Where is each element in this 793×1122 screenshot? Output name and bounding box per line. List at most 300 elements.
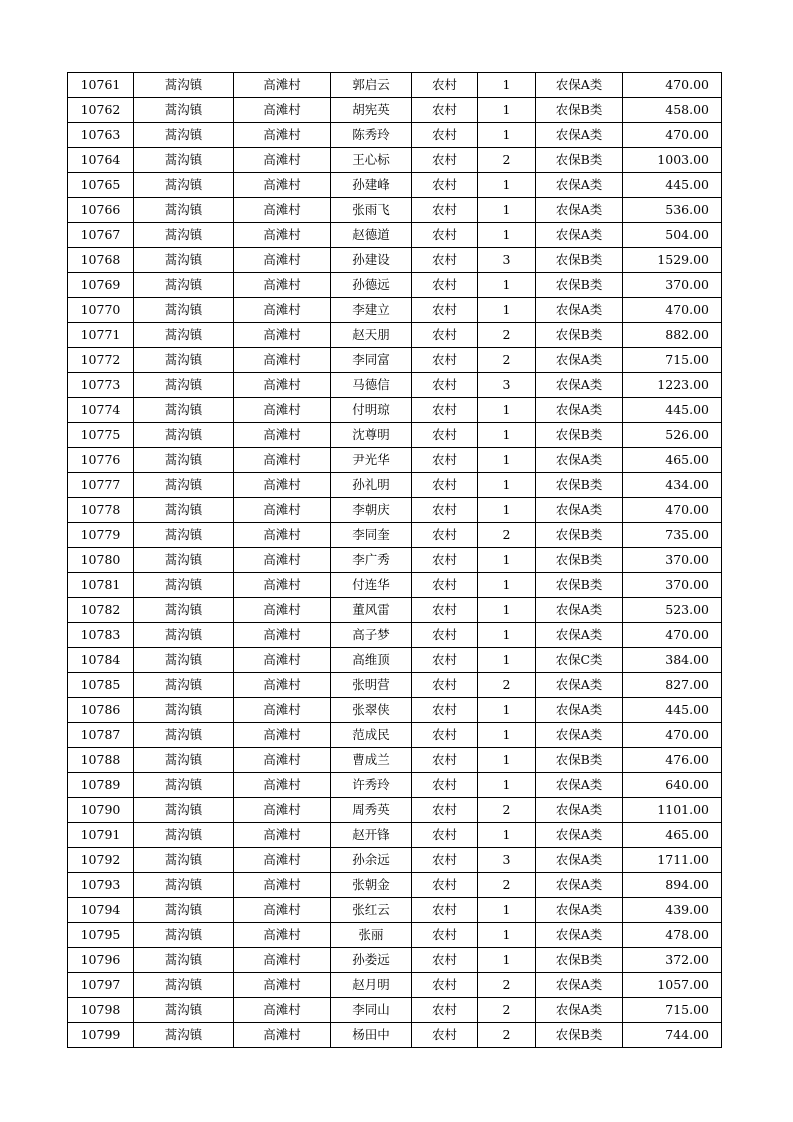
cell-village: 高滩村 [234,973,331,998]
cell-area: 农村 [412,848,478,873]
cell-village: 高滩村 [234,98,331,123]
cell-name: 赵开锋 [331,823,412,848]
cell-area: 农村 [412,498,478,523]
cell-town: 蒿沟镇 [134,373,234,398]
cell-town: 蒿沟镇 [134,98,234,123]
cell-count: 3 [478,848,536,873]
cell-name: 马德信 [331,373,412,398]
cell-town: 蒿沟镇 [134,323,234,348]
cell-category: 农保A类 [536,623,623,648]
cell-area: 农村 [412,473,478,498]
cell-area: 农村 [412,373,478,398]
cell-name: 张明营 [331,673,412,698]
cell-amount: 735.00 [623,523,722,548]
cell-count: 1 [478,748,536,773]
cell-amount: 465.00 [623,448,722,473]
cell-category: 农保B类 [536,948,623,973]
table-row [68,773,722,798]
cell-id: 10775 [68,423,134,448]
cell-amount: 1057.00 [623,973,722,998]
table-row [68,273,722,298]
cell-id: 10791 [68,823,134,848]
table-row [68,973,722,998]
cell-village: 高滩村 [234,198,331,223]
cell-id: 10770 [68,298,134,323]
cell-name: 孙余远 [331,848,412,873]
cell-category: 农保B类 [536,1023,623,1048]
cell-village: 高滩村 [234,548,331,573]
cell-amount: 523.00 [623,598,722,623]
cell-area: 农村 [412,98,478,123]
table-row [68,648,722,673]
cell-area: 农村 [412,223,478,248]
cell-amount: 478.00 [623,923,722,948]
cell-id: 10764 [68,148,134,173]
table-row [68,823,722,848]
cell-village: 高滩村 [234,73,331,98]
cell-town: 蒿沟镇 [134,198,234,223]
cell-name: 孙德远 [331,273,412,298]
cell-village: 高滩村 [234,648,331,673]
cell-town: 蒿沟镇 [134,998,234,1023]
cell-id: 10772 [68,348,134,373]
cell-category: 农保A类 [536,798,623,823]
cell-id: 10794 [68,898,134,923]
cell-name: 李同山 [331,998,412,1023]
cell-name: 赵天朋 [331,323,412,348]
cell-count: 3 [478,373,536,398]
cell-amount: 370.00 [623,548,722,573]
cell-id: 10783 [68,623,134,648]
table-row [68,548,722,573]
cell-village: 高滩村 [234,323,331,348]
table-row [68,148,722,173]
cell-town: 蒿沟镇 [134,798,234,823]
cell-count: 1 [478,823,536,848]
cell-village: 高滩村 [234,348,331,373]
cell-count: 2 [478,348,536,373]
cell-village: 高滩村 [234,498,331,523]
cell-id: 10787 [68,723,134,748]
cell-count: 2 [478,1023,536,1048]
table-row [68,998,722,1023]
cell-id: 10797 [68,973,134,998]
table-row [68,373,722,398]
cell-amount: 894.00 [623,873,722,898]
cell-name: 董风雷 [331,598,412,623]
cell-town: 蒿沟镇 [134,123,234,148]
cell-amount: 476.00 [623,748,722,773]
cell-category: 农保A类 [536,923,623,948]
cell-name: 李广秀 [331,548,412,573]
cell-town: 蒿沟镇 [134,273,234,298]
cell-category: 农保B类 [536,748,623,773]
cell-category: 农保A类 [536,973,623,998]
cell-area: 农村 [412,448,478,473]
cell-area: 农村 [412,598,478,623]
cell-village: 高滩村 [234,773,331,798]
cell-name: 付明琼 [331,398,412,423]
cell-count: 1 [478,473,536,498]
cell-village: 高滩村 [234,373,331,398]
cell-town: 蒿沟镇 [134,773,234,798]
cell-category: 农保A类 [536,848,623,873]
table-row [68,623,722,648]
cell-id: 10786 [68,698,134,723]
cell-town: 蒿沟镇 [134,673,234,698]
cell-category: 农保B类 [536,273,623,298]
cell-area: 农村 [412,523,478,548]
cell-amount: 882.00 [623,323,722,348]
cell-area: 农村 [412,998,478,1023]
table-row [68,898,722,923]
cell-category: 农保A类 [536,773,623,798]
cell-id: 10774 [68,398,134,423]
cell-village: 高滩村 [234,398,331,423]
table-row [68,448,722,473]
cell-amount: 1003.00 [623,148,722,173]
table-row [68,423,722,448]
cell-village: 高滩村 [234,698,331,723]
cell-name: 孙建峰 [331,173,412,198]
cell-category: 农保A类 [536,173,623,198]
cell-category: 农保A类 [536,673,623,698]
cell-village: 高滩村 [234,223,331,248]
cell-category: 农保A类 [536,873,623,898]
cell-category: 农保A类 [536,298,623,323]
cell-count: 1 [478,298,536,323]
cell-count: 2 [478,798,536,823]
cell-area: 农村 [412,973,478,998]
table-row [68,73,722,98]
cell-count: 1 [478,623,536,648]
cell-count: 1 [478,648,536,673]
cell-id: 10793 [68,873,134,898]
cell-area: 农村 [412,348,478,373]
cell-count: 1 [478,573,536,598]
cell-amount: 445.00 [623,698,722,723]
cell-name: 付连华 [331,573,412,598]
cell-name: 沈尊明 [331,423,412,448]
table-row [68,323,722,348]
table-row [68,298,722,323]
table-row [68,223,722,248]
cell-village: 高滩村 [234,923,331,948]
cell-village: 高滩村 [234,898,331,923]
table-row [68,248,722,273]
cell-town: 蒿沟镇 [134,523,234,548]
cell-area: 农村 [412,623,478,648]
cell-town: 蒿沟镇 [134,248,234,273]
cell-id: 10765 [68,173,134,198]
cell-category: 农保A类 [536,123,623,148]
cell-name: 王心标 [331,148,412,173]
cell-amount: 458.00 [623,98,722,123]
cell-category: 农保A类 [536,998,623,1023]
table-row [68,948,722,973]
cell-category: 农保A类 [536,723,623,748]
cell-name: 张丽 [331,923,412,948]
cell-town: 蒿沟镇 [134,548,234,573]
cell-amount: 470.00 [623,723,722,748]
table-row [68,698,722,723]
cell-amount: 640.00 [623,773,722,798]
cell-id: 10799 [68,1023,134,1048]
cell-amount: 470.00 [623,298,722,323]
cell-town: 蒿沟镇 [134,423,234,448]
cell-category: 农保A类 [536,498,623,523]
cell-count: 2 [478,673,536,698]
cell-name: 孙礼明 [331,473,412,498]
cell-id: 10773 [68,373,134,398]
cell-category: 农保A类 [536,823,623,848]
cell-area: 农村 [412,698,478,723]
cell-name: 范成民 [331,723,412,748]
cell-area: 农村 [412,873,478,898]
cell-town: 蒿沟镇 [134,148,234,173]
cell-category: 农保A类 [536,698,623,723]
cell-amount: 370.00 [623,573,722,598]
cell-category: 农保B类 [536,423,623,448]
cell-village: 高滩村 [234,473,331,498]
cell-count: 1 [478,98,536,123]
cell-village: 高滩村 [234,598,331,623]
cell-id: 10795 [68,923,134,948]
table-row [68,798,722,823]
cell-town: 蒿沟镇 [134,648,234,673]
cell-village: 高滩村 [234,448,331,473]
cell-name: 孙建设 [331,248,412,273]
table-row [68,848,722,873]
cell-amount: 1101.00 [623,798,722,823]
cell-id: 10762 [68,98,134,123]
cell-id: 10798 [68,998,134,1023]
cell-name: 李建立 [331,298,412,323]
cell-amount: 1223.00 [623,373,722,398]
table-body [68,73,722,1048]
cell-village: 高滩村 [234,123,331,148]
cell-count: 1 [478,773,536,798]
cell-count: 1 [478,923,536,948]
table-row [68,498,722,523]
cell-id: 10788 [68,748,134,773]
cell-name: 李同富 [331,348,412,373]
cell-id: 10790 [68,798,134,823]
cell-category: 农保B类 [536,248,623,273]
cell-village: 高滩村 [234,148,331,173]
cell-town: 蒿沟镇 [134,623,234,648]
cell-town: 蒿沟镇 [134,598,234,623]
cell-count: 3 [478,248,536,273]
cell-town: 蒿沟镇 [134,848,234,873]
cell-name: 周秀英 [331,798,412,823]
cell-category: 农保A类 [536,373,623,398]
cell-village: 高滩村 [234,273,331,298]
cell-name: 张雨飞 [331,198,412,223]
cell-id: 10777 [68,473,134,498]
cell-category: 农保B类 [536,148,623,173]
cell-village: 高滩村 [234,723,331,748]
table-row [68,523,722,548]
cell-town: 蒿沟镇 [134,73,234,98]
cell-id: 10761 [68,73,134,98]
cell-name: 郭启云 [331,73,412,98]
table-row [68,673,722,698]
cell-village: 高滩村 [234,673,331,698]
cell-name: 高维顶 [331,648,412,673]
cell-category: 农保A类 [536,398,623,423]
cell-area: 农村 [412,398,478,423]
cell-category: 农保A类 [536,73,623,98]
table-row [68,723,722,748]
cell-name: 陈秀玲 [331,123,412,148]
cell-category: 农保A类 [536,198,623,223]
cell-category: 农保B类 [536,98,623,123]
cell-area: 农村 [412,273,478,298]
cell-area: 农村 [412,723,478,748]
cell-area: 农村 [412,948,478,973]
cell-area: 农村 [412,423,478,448]
cell-town: 蒿沟镇 [134,898,234,923]
cell-count: 2 [478,523,536,548]
cell-village: 高滩村 [234,423,331,448]
cell-name: 张红云 [331,898,412,923]
cell-id: 10771 [68,323,134,348]
cell-area: 农村 [412,923,478,948]
cell-count: 1 [478,73,536,98]
cell-amount: 470.00 [623,498,722,523]
cell-town: 蒿沟镇 [134,923,234,948]
cell-area: 农村 [412,248,478,273]
cell-count: 1 [478,223,536,248]
cell-village: 高滩村 [234,998,331,1023]
cell-id: 10766 [68,198,134,223]
cell-village: 高滩村 [234,298,331,323]
cell-name: 李同奎 [331,523,412,548]
cell-town: 蒿沟镇 [134,748,234,773]
cell-area: 农村 [412,823,478,848]
cell-count: 1 [478,498,536,523]
table-row [68,923,722,948]
cell-area: 农村 [412,573,478,598]
cell-name: 赵德道 [331,223,412,248]
cell-name: 曹成兰 [331,748,412,773]
cell-area: 农村 [412,123,478,148]
cell-area: 农村 [412,748,478,773]
cell-category: 农保B类 [536,548,623,573]
cell-category: 农保B类 [536,323,623,348]
cell-id: 10782 [68,598,134,623]
cell-amount: 470.00 [623,623,722,648]
cell-village: 高滩村 [234,823,331,848]
cell-area: 农村 [412,773,478,798]
cell-town: 蒿沟镇 [134,398,234,423]
cell-id: 10763 [68,123,134,148]
cell-town: 蒿沟镇 [134,723,234,748]
cell-area: 农村 [412,1023,478,1048]
cell-village: 高滩村 [234,173,331,198]
cell-id: 10781 [68,573,134,598]
cell-count: 2 [478,873,536,898]
cell-amount: 439.00 [623,898,722,923]
cell-area: 农村 [412,798,478,823]
cell-amount: 1711.00 [623,848,722,873]
cell-amount: 470.00 [623,73,722,98]
cell-id: 10796 [68,948,134,973]
cell-amount: 526.00 [623,423,722,448]
cell-area: 农村 [412,323,478,348]
cell-area: 农村 [412,898,478,923]
cell-amount: 715.00 [623,998,722,1023]
cell-town: 蒿沟镇 [134,448,234,473]
cell-category: 农保A类 [536,898,623,923]
cell-category: 农保B类 [536,523,623,548]
cell-town: 蒿沟镇 [134,348,234,373]
cell-amount: 445.00 [623,398,722,423]
table-row [68,348,722,373]
cell-village: 高滩村 [234,848,331,873]
cell-village: 高滩村 [234,523,331,548]
cell-name: 张朝金 [331,873,412,898]
cell-town: 蒿沟镇 [134,573,234,598]
cell-area: 农村 [412,298,478,323]
cell-category: 农保B类 [536,573,623,598]
cell-id: 10779 [68,523,134,548]
cell-town: 蒿沟镇 [134,223,234,248]
table-row [68,173,722,198]
cell-name: 杨田中 [331,1023,412,1048]
cell-category: 农保B类 [536,473,623,498]
cell-id: 10785 [68,673,134,698]
cell-amount: 470.00 [623,123,722,148]
cell-area: 农村 [412,73,478,98]
cell-category: 农保C类 [536,648,623,673]
cell-id: 10784 [68,648,134,673]
cell-count: 1 [478,698,536,723]
cell-name: 胡宪英 [331,98,412,123]
cell-town: 蒿沟镇 [134,948,234,973]
cell-town: 蒿沟镇 [134,873,234,898]
cell-category: 农保A类 [536,223,623,248]
cell-amount: 1529.00 [623,248,722,273]
cell-amount: 384.00 [623,648,722,673]
cell-name: 孙娄远 [331,948,412,973]
cell-village: 高滩村 [234,748,331,773]
cell-amount: 465.00 [623,823,722,848]
cell-village: 高滩村 [234,248,331,273]
cell-count: 1 [478,723,536,748]
cell-count: 1 [478,398,536,423]
cell-town: 蒿沟镇 [134,1023,234,1048]
table-row [68,748,722,773]
cell-village: 高滩村 [234,623,331,648]
cell-town: 蒿沟镇 [134,823,234,848]
cell-area: 农村 [412,148,478,173]
table-row [68,473,722,498]
table-row [68,1023,722,1048]
cell-town: 蒿沟镇 [134,498,234,523]
cell-name: 高子梦 [331,623,412,648]
table-row [68,573,722,598]
cell-amount: 370.00 [623,273,722,298]
cell-count: 1 [478,548,536,573]
cell-count: 2 [478,998,536,1023]
cell-area: 农村 [412,198,478,223]
table-row [68,398,722,423]
cell-count: 1 [478,598,536,623]
cell-town: 蒿沟镇 [134,473,234,498]
cell-area: 农村 [412,648,478,673]
